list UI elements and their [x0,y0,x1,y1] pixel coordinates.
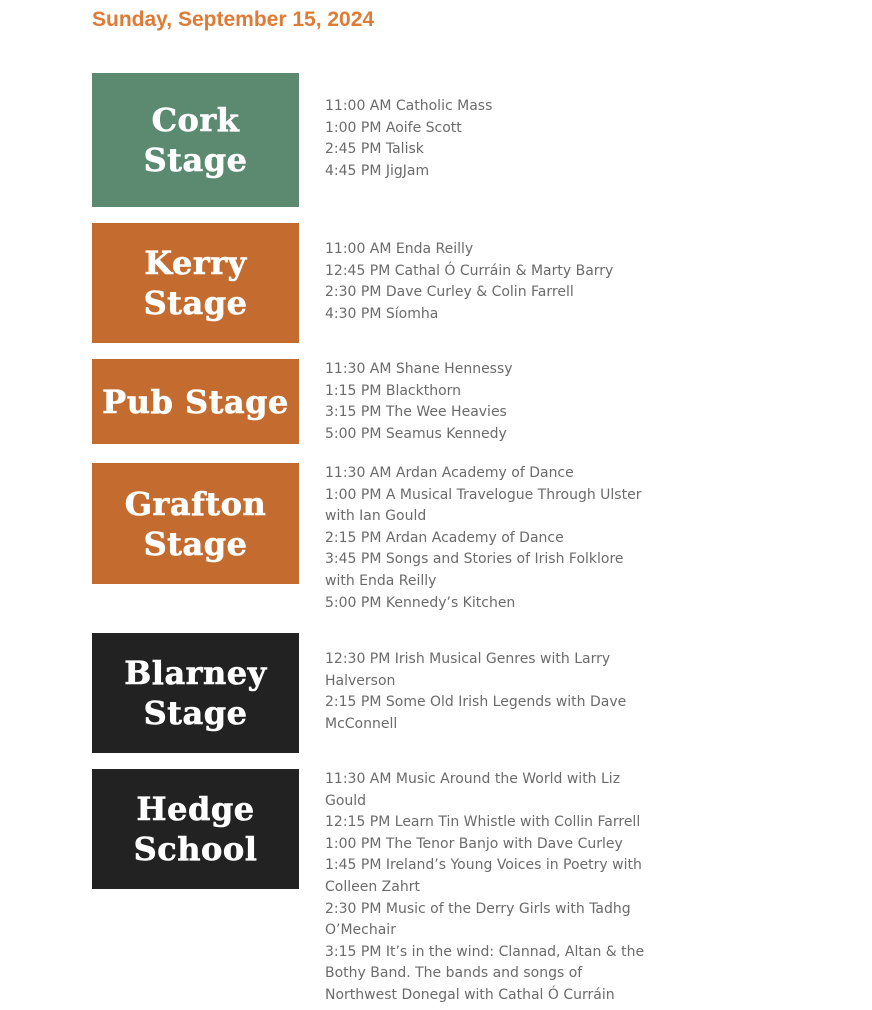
schedule-item: 11:30 AM Ardan Academy of Dance [325,465,574,481]
schedule-item: 2:30 PM Dave Curley & Colin Farrell [325,284,574,301]
schedule-item: 1:00 PM The Tenor Banjo with Dave Curley [325,835,623,852]
schedule-item: 5:00 PM Kennedy’s Kitchen [325,594,516,611]
stage-banner-pub [92,359,299,444]
stage-name: Blarney Stage [124,654,267,732]
schedule-item: 1:15 PM Blackthorn [325,382,462,399]
stage-schedule-cork [325,96,645,182]
stage-banner-kerry [92,223,299,343]
stage-name: Kerry Stage [143,244,248,322]
schedule-item: 11:30 AM Music Around the World with Liz Gould [325,771,621,809]
stage-name: Cork Stage [143,101,248,179]
stage-schedule-grafton [325,463,645,614]
schedule-item: 1:00 PM A Musical Travelogue Through Ulster with Ian Gould [325,486,642,525]
schedule-item: 5:00 PM Seamus Kennedy [325,425,507,442]
schedule-item: 3:45 PM Songs and Stories of Irish Folklore with Enda Reilly [325,551,624,589]
stage-banner-hedge-school [92,769,299,889]
schedule-item: 1:00 PM Aoife Scott [325,119,462,136]
stage-banner-cork [92,73,299,207]
schedule-item: 2:15 PM Some Old Irish Legends with Dave McConnell [325,694,627,732]
stage-name: Hedge School [133,790,258,868]
schedule-item: 2:30 PM Music of the Derry Girls with Tadhg O’Mechair [325,900,631,939]
schedule-item: 1:45 PM Ireland’s Young Voices in Poetry with Colleen Zahrt [325,857,642,895]
schedule-item: 11:00 AM Enda Reilly [325,241,474,257]
schedule-date-heading: Sunday, September 15, 2024 [92,8,375,31]
stage-schedule-hedge-school [325,769,645,1007]
schedule-item: 3:15 PM The Wee Heavies [325,404,507,421]
schedule-item: 12:30 PM Irish Musical Genres with Larry Halverson [325,651,611,689]
stage-schedule-pub [325,359,645,445]
schedule-item: 4:45 PM JigJam [325,162,430,179]
stage-schedule-blarney [325,649,645,735]
schedule-item: 12:15 PM Learn Tin Whistle with Collin Farrell [325,814,641,831]
schedule-item: 11:00 AM Catholic Mass [325,98,493,114]
schedule-item: 11:30 AM Shane Hennessy [325,361,513,377]
stage-name: Grafton Stage [124,484,267,563]
schedule-item: 4:30 PM Síomha [325,305,439,322]
stage-banner-grafton [92,463,299,584]
stage-name: Pub Stage [102,382,289,421]
schedule-item: 2:45 PM Talisk [325,141,424,158]
stage-banner-blarney [92,633,299,753]
schedule-item: 12:45 PM Cathal Ó Curráin & Marty Barry [325,262,614,279]
stage-schedule-kerry [325,239,645,325]
schedule-item: 2:15 PM Ardan Academy of Dance [325,529,564,546]
schedule-item: 3:15 PM It’s in the wind: Clannad, Altan & the Bothy Band. The bands and songs of Northwest Donegal with Cathal Ó Curráin [325,943,645,1003]
